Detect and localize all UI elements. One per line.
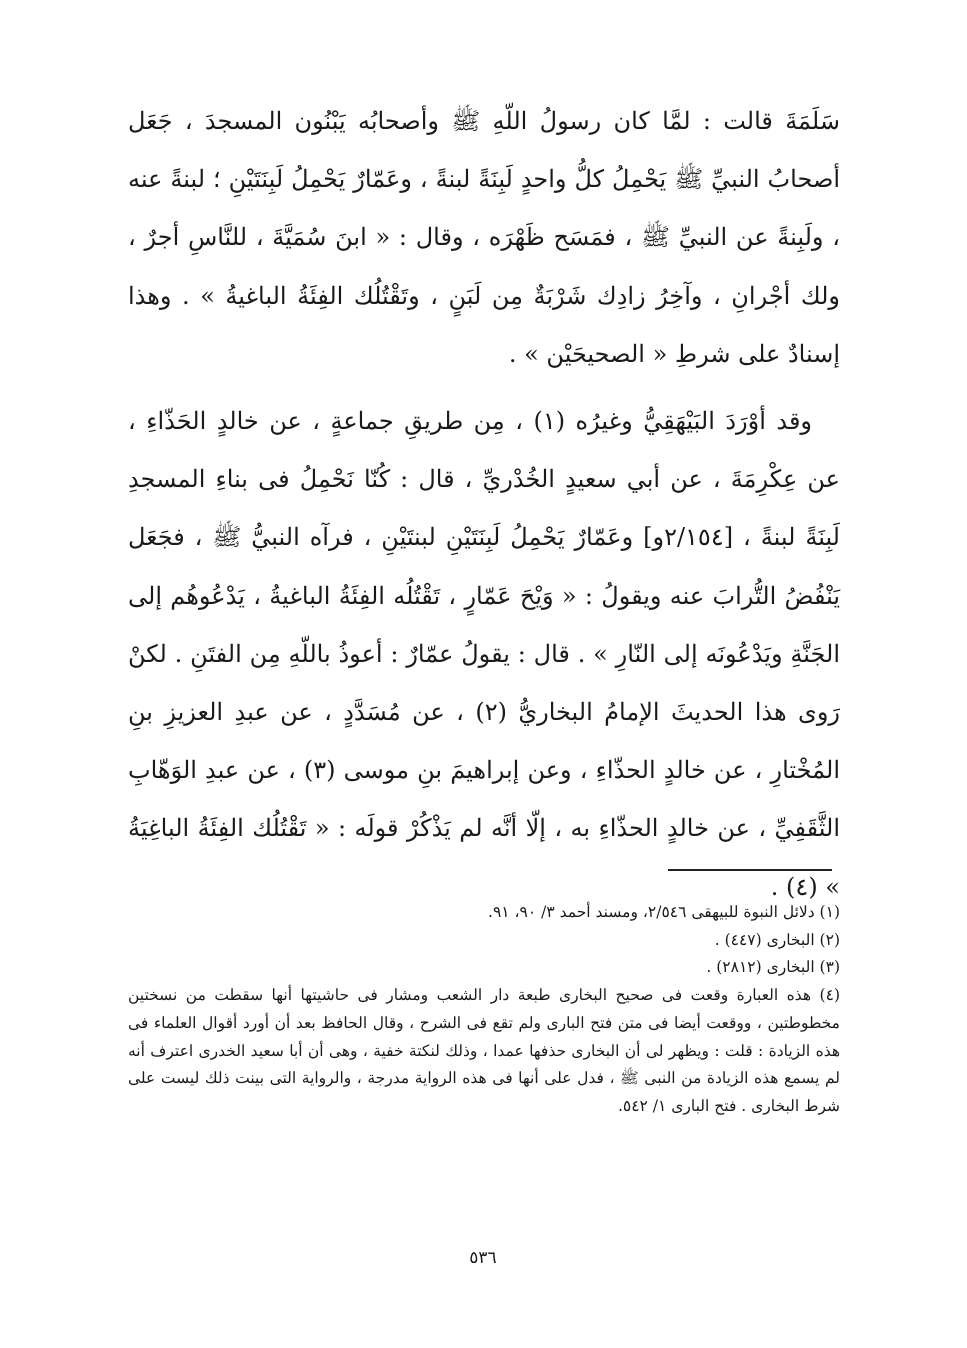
footnote-2: (٢) البخارى (٤٤٧) . — [714, 930, 840, 949]
footnote-1: (١) دلائل النبوة للبيهقى ٢/٥٤٦، ومسند أحمد ٣/ ٩٠، ٩١. — [488, 903, 840, 921]
paragraph-2: وقد أوْرَدَ البَيْهَقِيُّ وغيرُه (١) ، مِن طريقِ جماعةٍ ، عن خالدٍ الحَذّاءِ ، عن عِكْرِمَةَ ، عن أبي سعيدٍ الخُدْريِّ ، قال : كُنّا نَحْمِلُ فى بناءِ المسجدِ لَبِنَةً لبنةً ، [٢/١٥٤و] وعَمّارٌ يَحْمِلُ لَبِنَتَيْنِ لبنتَيْنِ ، فرآه النبيُّ ﷺ ، فجَعَل يَنْفُضُ التُّرابَ عنه ويقولُ : « وَيْحَ عَمّارٍ ، تَقْتُلُه الفِئَةُ الباغيةُ ، يَدْعُوهُم إلى الجَنَّةِ ويَدْعُونَه إلى النّارِ » . قال : يقولُ عمّارٌ : أعوذُ باللّهِ مِن الفتَنِ . لكنْ رَوى هذا الحديثَ الإمامُ البخاريُّ (٢) ، عن مُسَدَّدٍ ، عن عبدِ العزيزِ بنِ المُخْتارِ ، عن خالدٍ الحذّاءِ ، وعن إبراهيمَ بنِ موسى (٣) ، عن عبدِ الوَهّابِ الثَّقَفِيِّ ، عن خالدٍ الحذّاءِ به ، إلّا أنَّه لم يَذْكُرْ قولَه : « تَقْتُلُك الفِئَةُ الباغِيَةُ » (٤) . — [128, 407, 840, 901]
footnote-3: (٣) البخارى (٢٨١٢) . — [706, 958, 840, 977]
paragraph-1: سَلَمَةَ قالت : لمَّا كان رسولُ اللّهِ ﷺ وأصحابُه يَبْنُون المسجدَ ، جَعَل أصحابُ النبيِّ ﷺ يَحْمِلُ كلُّ واحدٍ لَبِنَةً لبنةً ، وعَمّارٌ يَحْمِلُ لَبِنَتَيْنِ ؛ لبنةً عنه ، ولَبِنةً عن النبيِّ ﷺ ، فمَسَح ظَهْرَه ، وقال : « ابنَ سُمَيَّةَ ، للنَّاسِ أجرٌ ، ولك أجْرانِ ، وآخِرُ زادِك شَرْبَةٌ مِن لَبَنٍ ، وتَقْتُلُك الفِئَةُ الباغيةُ » . وهذا إسنادٌ على شرطِ « الصحيحَيْن » . — [128, 107, 840, 368]
main-text-block — [128, 92, 840, 916]
footnotes-block — [128, 899, 840, 1121]
footnote-separator — [668, 869, 832, 871]
footnote-4: (٤) هذه العبارة وقعت فى صحيح البخارى طبعة دار الشعب ومشار فى حاشيتها أنها سقطت من نسختين مخطوطتين ، ووقعت أيضا فى متن فتح البارى ولم تقع فى الشرح ، وقال الحافظ بعد أن أورد أقوال العلماء فى هذه الزيادة : قلت : ويظهر لى أن البخارى حذفها عمدا ، وذلك لنكتة خفية ، وهى أن أبا سعيد الخدرى اعترف أنه لم يسمع هذه الزيادة من النبى ﷺ ، فدل على أنها فى هذه الرواية مدرجة ، والرواية التى بينت ذلك ليست على شرط البخارى . فتح البارى ١/ ٥٤٢. — [128, 986, 840, 1115]
page-number: ٥٣٦ — [469, 1248, 497, 1268]
